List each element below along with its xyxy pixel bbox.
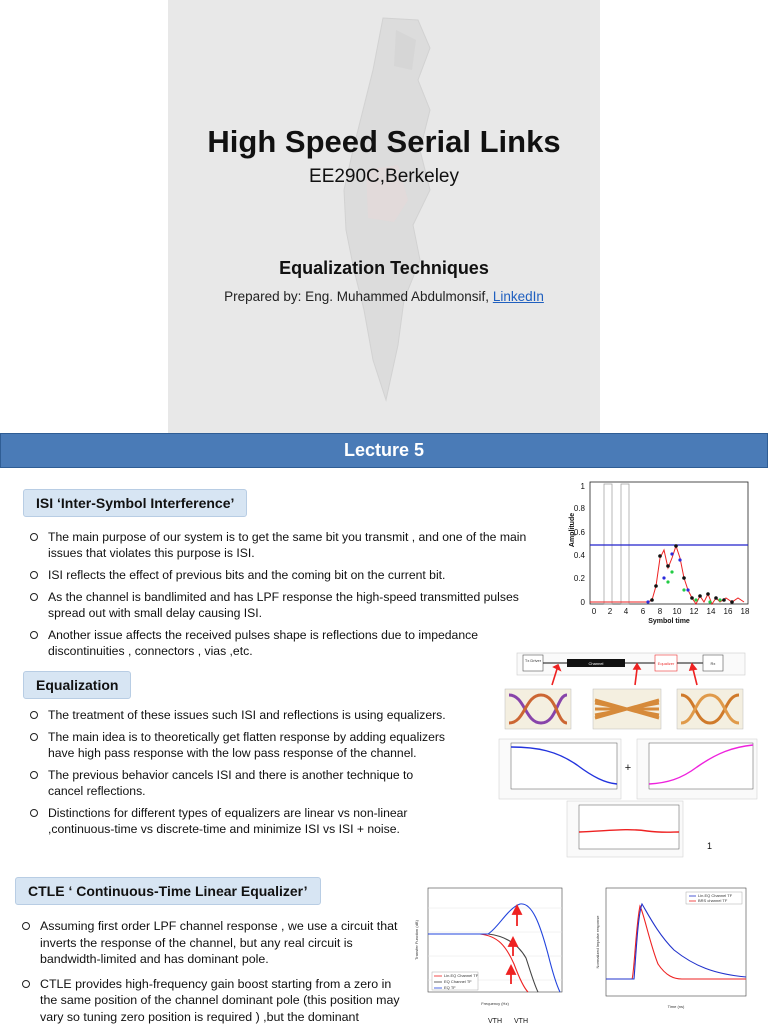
ctle-ylabel: Transfer Function (dB) <box>414 920 419 960</box>
cover-title: High Speed Serial Links <box>207 124 561 159</box>
eye-diagram-equalized <box>677 689 743 729</box>
lecture-banner: Lecture 5 <box>0 433 768 468</box>
ytick: 0.2 <box>573 574 585 583</box>
list-item: CTLE provides high-frequency gain boost starting from a zero in the same position of the channel dominant pole (this position may vary so tuning zero position is required ) ,but the dominant <box>22 976 402 1026</box>
ytick: 1 <box>580 482 585 491</box>
eye-diagram-channel <box>593 689 661 729</box>
combined-tf-plot <box>567 801 683 857</box>
list-item: Assuming first order LPF channel response , we use a circuit that inverts the response of the channel, but any real circuit is bandwidth-limited and has dominant pole. <box>22 918 402 968</box>
xtick: 8 <box>657 607 663 616</box>
ctle-xlabel: Frequency (Hz) <box>481 1001 509 1006</box>
xtick: 16 <box>723 607 733 616</box>
xtick: 18 <box>740 607 750 616</box>
prepared-by <box>168 289 600 304</box>
ytick: 0.4 <box>573 551 585 560</box>
xtick: 14 <box>706 607 716 616</box>
cover-slide <box>168 0 600 433</box>
legend-entry: EQ TF <box>444 985 456 990</box>
page-mark: 1 <box>707 841 713 851</box>
prepared-by-text: Prepared by: Eng. Muhammed Abdulmonsif, <box>224 289 490 304</box>
linkedin-link[interactable]: LinkedIn <box>492 289 544 304</box>
legend-entry: EQ Channel TF <box>444 979 472 984</box>
cover-topic: Equalization Techniques <box>279 258 489 278</box>
xtick: 4 <box>623 607 629 616</box>
xtick: 6 <box>640 607 646 616</box>
block-label: Channel <box>588 661 604 666</box>
eye-diagram-tx <box>505 689 571 729</box>
vth-marker: VTH <box>488 1018 502 1024</box>
section-header-isi: ISI ‘Inter-Symbol Interference’ <box>23 489 247 517</box>
list-item: The previous behavior cancels ISI and there is another technique to cancel reflections. <box>30 767 450 799</box>
isi-ylabel: Amplitude <box>569 512 576 548</box>
vth-marker: VTH <box>514 1018 528 1024</box>
ctle-bullet-list <box>22 918 402 1033</box>
xtick: 2 <box>607 607 613 616</box>
block-label: Tx Driver <box>524 658 542 663</box>
equalization-figure <box>497 645 759 861</box>
ytick: 0.6 <box>573 528 585 537</box>
list-item: Another issue affects the received pulses shape is reflections due to impedance discontinuities , connectors , vias ,etc. <box>30 627 555 659</box>
legend-entry: BRS channel TF <box>698 898 728 903</box>
plus-sign: + <box>624 762 632 774</box>
block-label: Rx <box>710 661 716 666</box>
pulse-response-chart <box>594 884 754 1014</box>
cover-subtitle: EE290C,Berkeley <box>309 166 459 187</box>
xtick: 12 <box>689 607 699 616</box>
map-watermark-icon <box>168 0 600 433</box>
equalizer-tf-plot <box>637 739 757 799</box>
list-item: The main purpose of our system is to get the same bit you transmit , and one of the main issues that violates this purpose is ISI. <box>30 529 555 561</box>
pulse-xlabel: Time (ns) <box>667 1004 685 1009</box>
legend-entry: Lin.EQ Channel TF <box>444 973 479 978</box>
ytick: 0 <box>580 598 585 607</box>
list-item: ISI reflects the effect of previous bits and the coming bit on the current bit. <box>30 567 555 583</box>
list-item: As the channel is bandlimited and has LPF response the high-speed transmitted pulses spread out with small delay causing ISI. <box>30 589 555 621</box>
ctle-frequency-chart <box>410 884 570 1024</box>
isi-pulse-chart <box>560 478 760 626</box>
channel-tf-plot <box>499 739 621 799</box>
ytick: 0.8 <box>573 504 585 513</box>
list-item: The treatment of these issues such ISI and reflections is using equalizers. <box>30 707 450 723</box>
pulse-ylabel: Normalized Impulse response <box>595 915 600 969</box>
isi-xlabel: Symbol time <box>648 618 690 625</box>
xtick: 0 <box>591 607 597 616</box>
legend-entry: Lin.EQ Channel TF <box>698 893 733 898</box>
xtick: 10 <box>672 607 682 616</box>
isi-bullet-list <box>30 529 555 665</box>
list-item: Distinctions for different types of equalizers are linear vs non-linear ,continuous-time vs discrete-time and minimize ISI vs ISI + noise. <box>30 805 450 837</box>
list-item: The main idea is to theoretically get flatten response by adding equalizers have high pass response with the low pass response of the channel. <box>30 729 450 761</box>
section-header-equalization: Equalization <box>23 671 131 699</box>
block-label: Equalizer <box>657 661 675 666</box>
equalization-bullet-list <box>30 707 450 843</box>
section-header-ctle: CTLE ‘ Continuous-Time Linear Equalizer’ <box>15 877 321 905</box>
